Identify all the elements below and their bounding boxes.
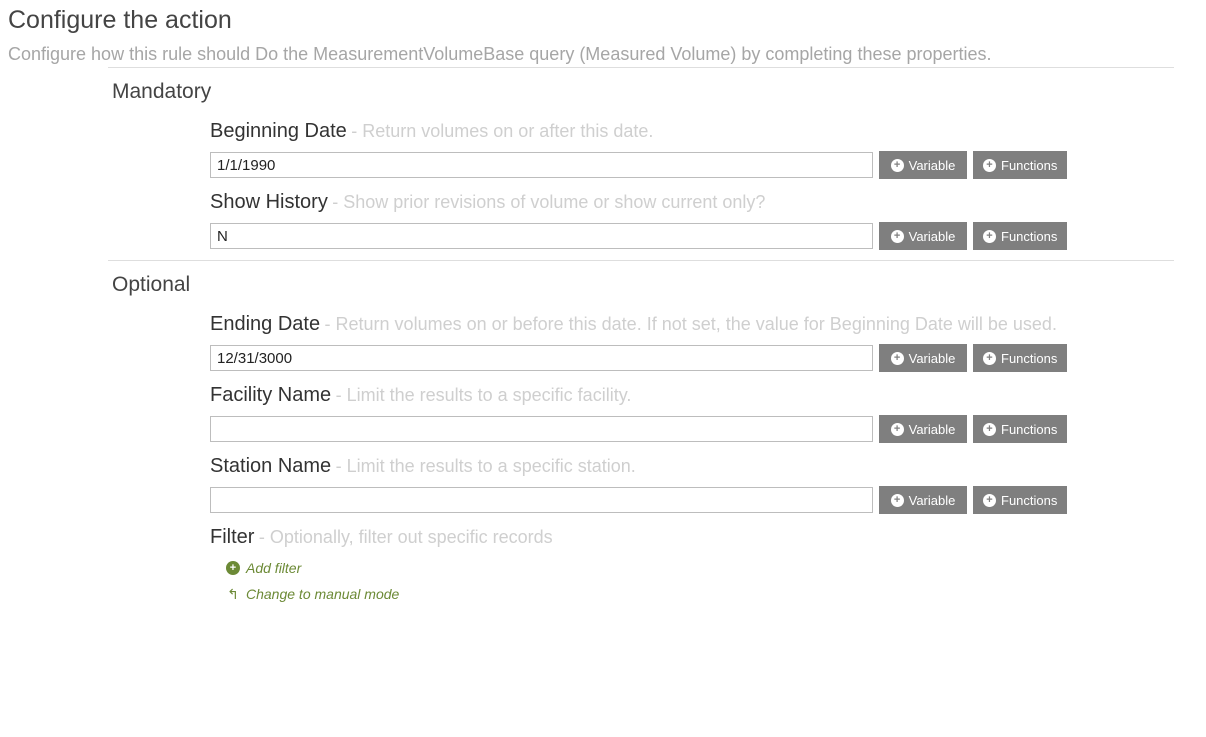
show-history-input[interactable]	[210, 223, 873, 249]
field-row	[210, 151, 1174, 179]
field-station-name	[210, 445, 1174, 514]
beginning-date-functions-button[interactable]	[973, 151, 1067, 179]
section-optional	[108, 260, 1174, 604]
field-row	[210, 344, 1174, 372]
button-label: Variable	[908, 157, 956, 173]
station-name-functions-button[interactable]	[973, 486, 1067, 514]
ending-date-variable-button[interactable]	[879, 344, 967, 372]
plus-icon: +	[891, 230, 904, 243]
field-row	[210, 415, 1174, 443]
button-label: Variable	[908, 421, 956, 437]
field-label-row	[210, 110, 1160, 146]
add-filter-link[interactable]: Add filter	[246, 560, 302, 576]
field-label: Show History	[210, 191, 328, 213]
ending-date-functions-button[interactable]	[973, 344, 1067, 372]
field-row	[210, 222, 1174, 250]
field-label-row	[210, 303, 1160, 339]
field-row	[210, 486, 1174, 514]
facility-name-variable-button[interactable]	[879, 415, 967, 443]
field-beginning-date	[210, 110, 1174, 179]
button-label: Functions	[1001, 492, 1058, 508]
field-description: - Limit the results to a specific station.	[335, 456, 636, 476]
field-label: Ending Date	[210, 313, 321, 335]
plus-icon: +	[983, 230, 996, 243]
undo-arrow-icon: ↰	[227, 586, 239, 602]
field-ending-date	[210, 303, 1174, 372]
field-facility-name	[210, 374, 1174, 443]
field-description: - Return volumes on or before this date. If not set, the value for Beginning Date will be used.	[324, 314, 1057, 334]
button-label: Functions	[1001, 228, 1058, 244]
facility-name-functions-button[interactable]	[973, 415, 1067, 443]
mandatory-fields	[108, 110, 1174, 250]
field-label-row	[210, 374, 1160, 410]
show-history-variable-button[interactable]	[879, 222, 967, 250]
change-to-manual-mode-link[interactable]: Change to manual mode	[246, 586, 400, 602]
plus-icon: +	[891, 159, 904, 172]
add-filter-row[interactable]	[210, 558, 1174, 578]
field-label: Station Name	[210, 455, 332, 477]
page-title: Configure the action	[8, 6, 232, 34]
plus-icon: +	[983, 494, 996, 507]
field-label: Facility Name	[210, 384, 332, 406]
plus-icon: +	[983, 423, 996, 436]
station-name-input[interactable]	[210, 487, 873, 513]
field-description: - Optionally, filter out specific records	[258, 527, 553, 547]
button-label: Functions	[1001, 421, 1058, 437]
field-label-row	[210, 516, 1160, 552]
beginning-date-variable-button[interactable]	[879, 151, 967, 179]
section-mandatory	[108, 67, 1174, 250]
field-label: Beginning Date	[210, 120, 347, 142]
ending-date-input[interactable]	[210, 345, 873, 371]
field-description: - Limit the results to a specific facility.	[335, 385, 632, 405]
button-label: Variable	[908, 492, 956, 508]
field-show-history	[210, 181, 1174, 250]
optional-fields	[108, 303, 1174, 604]
plus-icon: +	[891, 352, 904, 365]
section-title-optional: Optional	[112, 273, 191, 296]
station-name-variable-button[interactable]	[879, 486, 967, 514]
plus-icon: +	[983, 352, 996, 365]
field-label: Filter	[210, 526, 255, 548]
plus-icon: +	[891, 494, 904, 507]
field-description: - Show prior revisions of volume or show current only?	[332, 192, 766, 212]
beginning-date-input[interactable]	[210, 152, 873, 178]
change-manual-mode-row[interactable]	[210, 584, 1174, 604]
field-description: - Return volumes on or after this date.	[351, 121, 654, 141]
field-label-row	[210, 445, 1160, 481]
button-label: Variable	[908, 228, 956, 244]
button-label: Functions	[1001, 157, 1058, 173]
section-title-mandatory: Mandatory	[112, 80, 212, 103]
field-label-row	[210, 181, 1160, 217]
field-filter	[210, 516, 1174, 604]
button-label: Variable	[908, 350, 956, 366]
plus-icon: +	[983, 159, 996, 172]
page-subtitle: Configure how this rule should Do the MeasurementVolumeBase query (Measured Volume) by completing these properties.	[8, 44, 992, 64]
plus-icon: +	[226, 561, 240, 575]
plus-icon: +	[891, 423, 904, 436]
facility-name-input[interactable]	[210, 416, 873, 442]
button-label: Functions	[1001, 350, 1058, 366]
show-history-functions-button[interactable]	[973, 222, 1067, 250]
